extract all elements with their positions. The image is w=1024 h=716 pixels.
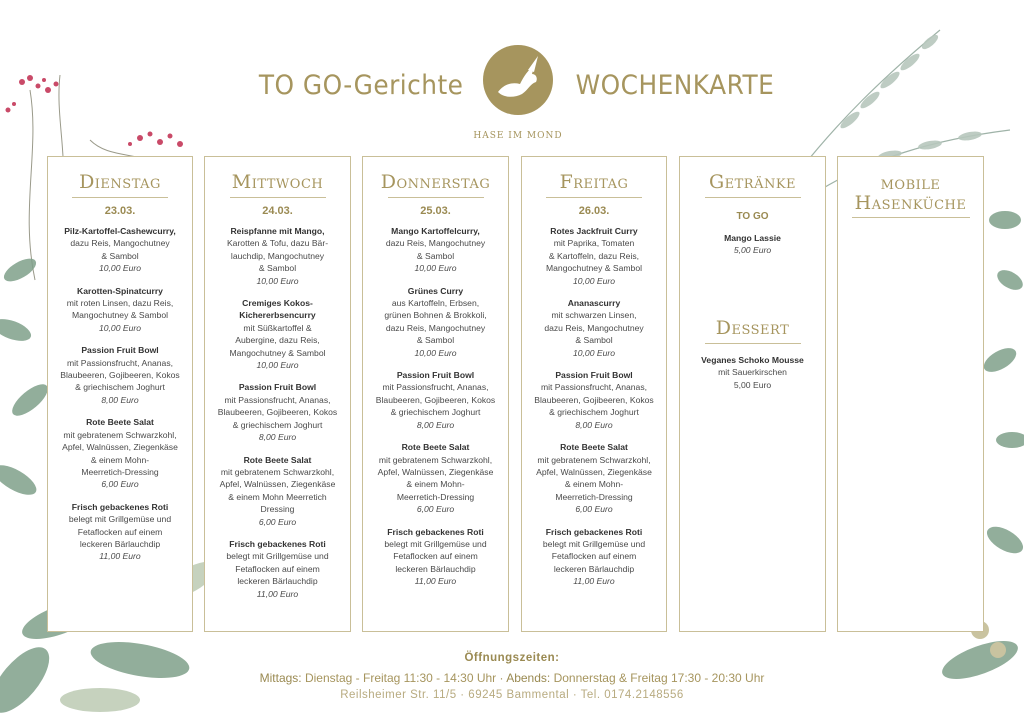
dish-item: Pilz-Kartoffel-Cashewcurry, dazu Reis, Mangochutney & Sambol 10,00 Euro [64,226,176,274]
opening-hours-heading: Öffnungszeiten: [464,652,560,664]
title-divider [230,197,326,198]
title-divider [388,197,484,198]
title-divider [705,343,801,344]
column-dienstag [47,156,193,632]
drinks-title: Getränke [708,171,797,193]
drink-item: Mango Lassie 5,00 Euro [724,233,781,256]
dish-item: Passion Fruit Bowl mit Passionsfrucht, Ananas, Blaubeeren, Gojibeeren, Kokos & griechischem Joghurt 8,00 Euro [60,345,180,405]
header-togo-title: TO GO-Gerichte [258,70,464,101]
dish-item: Karotten-Spinatcurry mit roten Linsen, dazu Reis, Mangochutney & Sambol 10,00 Euro [66,285,174,333]
mobile-title [838,173,983,213]
column-mobile-hasenkueche [837,156,984,632]
mobile-title-line2: Hasenküche [854,192,967,214]
dish-item: Passion Fruit Bowl mit Passionsfrucht, Ananas, Blaubeeren, Gojibeeren, Kokos & griechischem Joghurt 8,00 Euro [534,370,654,430]
column-title: Mittwoch [231,171,324,193]
hours-separator: · [499,671,504,685]
dish-item: Cremiges Kokos- Kichererbsencurry mit Süßkartoffel & Aubergine, dazu Reis, Mangochutney & Sambol 10,00 Euro [229,298,326,371]
dish-item: Rotes Jackfruit Curry mit Paprika, Tomaten & Kartoffeln, dazu Reis, Mangochutney & Sambol 10,00 Euro [545,226,643,286]
column-title: Donnerstag [380,171,491,193]
column-date: 24.03. [262,205,293,217]
abends-value: Donnerstag & Freitag 17:30 - 20:30 Uhr [553,671,765,685]
column-donnerstag [362,156,509,632]
dessert-title: Dessert [715,316,790,339]
address-line: Reilsheimer Str. 11/5 · 69245 Bammental · Tel. 0174.2148556 [340,689,684,701]
title-divider [705,197,801,198]
title-divider [852,217,970,218]
mobile-title-line1: mobile [880,172,941,194]
dish-item: Rote Beete Salat mit gebratenem Schwarzkohl, Apfel, Walnüssen, Ziegenkäse & einem Mohn- Meerretich-Dressing 6,00 Euro [536,442,652,515]
dish-item: Frisch gebackenes Roti belegt mit Grillgemüse und Fetaflocken auf einem leckeren Bärlauchdip 11,00 Euro [68,501,172,562]
dish-item: Passion Fruit Bowl mit Passionsfrucht, Ananas, Blaubeeren, Gojibeeren, Kokos & griechischem Joghurt 8,00 Euro [217,382,338,443]
column-getraenke-dessert [679,156,826,632]
column-freitag [521,156,667,632]
dish-item: Frisch gebackenes Roti belegt mit Grillgemüse und Fetaflocken auf einem leckeren Bärlauchdip 11,00 Euro [226,538,329,599]
hase-im-mond-logo [468,40,568,150]
dish-item: Rote Beete Salat mit gebratenem Schwarzkohl, Apfel, Walnüssen, Ziegenkäse & einem Mohn- Meerretich-Dressing 6,00 Euro [377,442,494,515]
column-date: 23.03. [104,205,136,217]
column-mittwoch [204,156,351,632]
header-wochenkarte-title: WOCHENKARTE [575,70,775,101]
dish-item: Frisch gebackenes Roti belegt mit Grillgemüse und Fetaflocken auf einem leckeren Bärlauchdip 11,00 Euro [384,526,487,587]
dish-item: Frisch gebackenes Roti belegt mit Grillgemüse und Fetaflocken auf einem leckeren Bärlauchdip 11,00 Euro [542,526,646,587]
drinks-subtitle: TO GO [736,211,769,222]
mittags-value: Dienstag - Freitag 11:30 - 14:30 Uhr [304,671,497,685]
column-title: Dienstag [79,171,161,193]
svg-text:HASE IM MOND: HASE IM MOND [473,131,563,141]
dish-item: Rote Beete Salat mit gebratenem Schwarzkohl, Apfel, Walnüssen, Ziegenkäse & einem Mohn Meerretich Dressing 6,00 Euro [219,454,336,527]
title-divider [546,197,642,198]
dessert-item: Veganes Schoko Mousse mit Sauerkirschen 5,00 Euro [701,354,804,390]
column-date: 25.03. [420,205,451,217]
dish-item: Reispfanne mit Mango, Karotten & Tofu, dazu Bär- lauchdip, Mangochutney & Sambol 10,00 Euro [226,226,329,286]
dish-item: Grünes Curry aus Kartoffeln, Erbsen, grünen Bohnen & Brokkoli, dazu Reis, Mangochutney & Sambol 10,00 Euro [384,285,487,358]
dish-item: Ananascurry mit schwarzen Linsen, dazu Reis, Mangochutney & Sambol 10,00 Euro [544,298,644,358]
opening-hours-line [0,671,1024,685]
column-title: Freitag [559,171,629,193]
column-date: 26.03. [578,205,610,217]
mittags-label: Mittags: [259,671,302,685]
title-divider [72,197,168,198]
abends-label: Abends: [506,671,551,685]
dish-item: Mango Kartoffelcurry, dazu Reis, Mangochutney & Sambol 10,00 Euro [385,226,486,274]
dish-item: Rote Beete Salat mit gebratenem Schwarzkohl, Apfel, Walnüssen, Ziegenkäse & einem Mohn- Meerretich-Dressing 6,00 Euro [62,417,178,490]
dish-item: Passion Fruit Bowl mit Passionsfrucht, Ananas, Blaubeeren, Gojibeeren, Kokos & griechischem Joghurt 8,00 Euro [375,370,496,430]
